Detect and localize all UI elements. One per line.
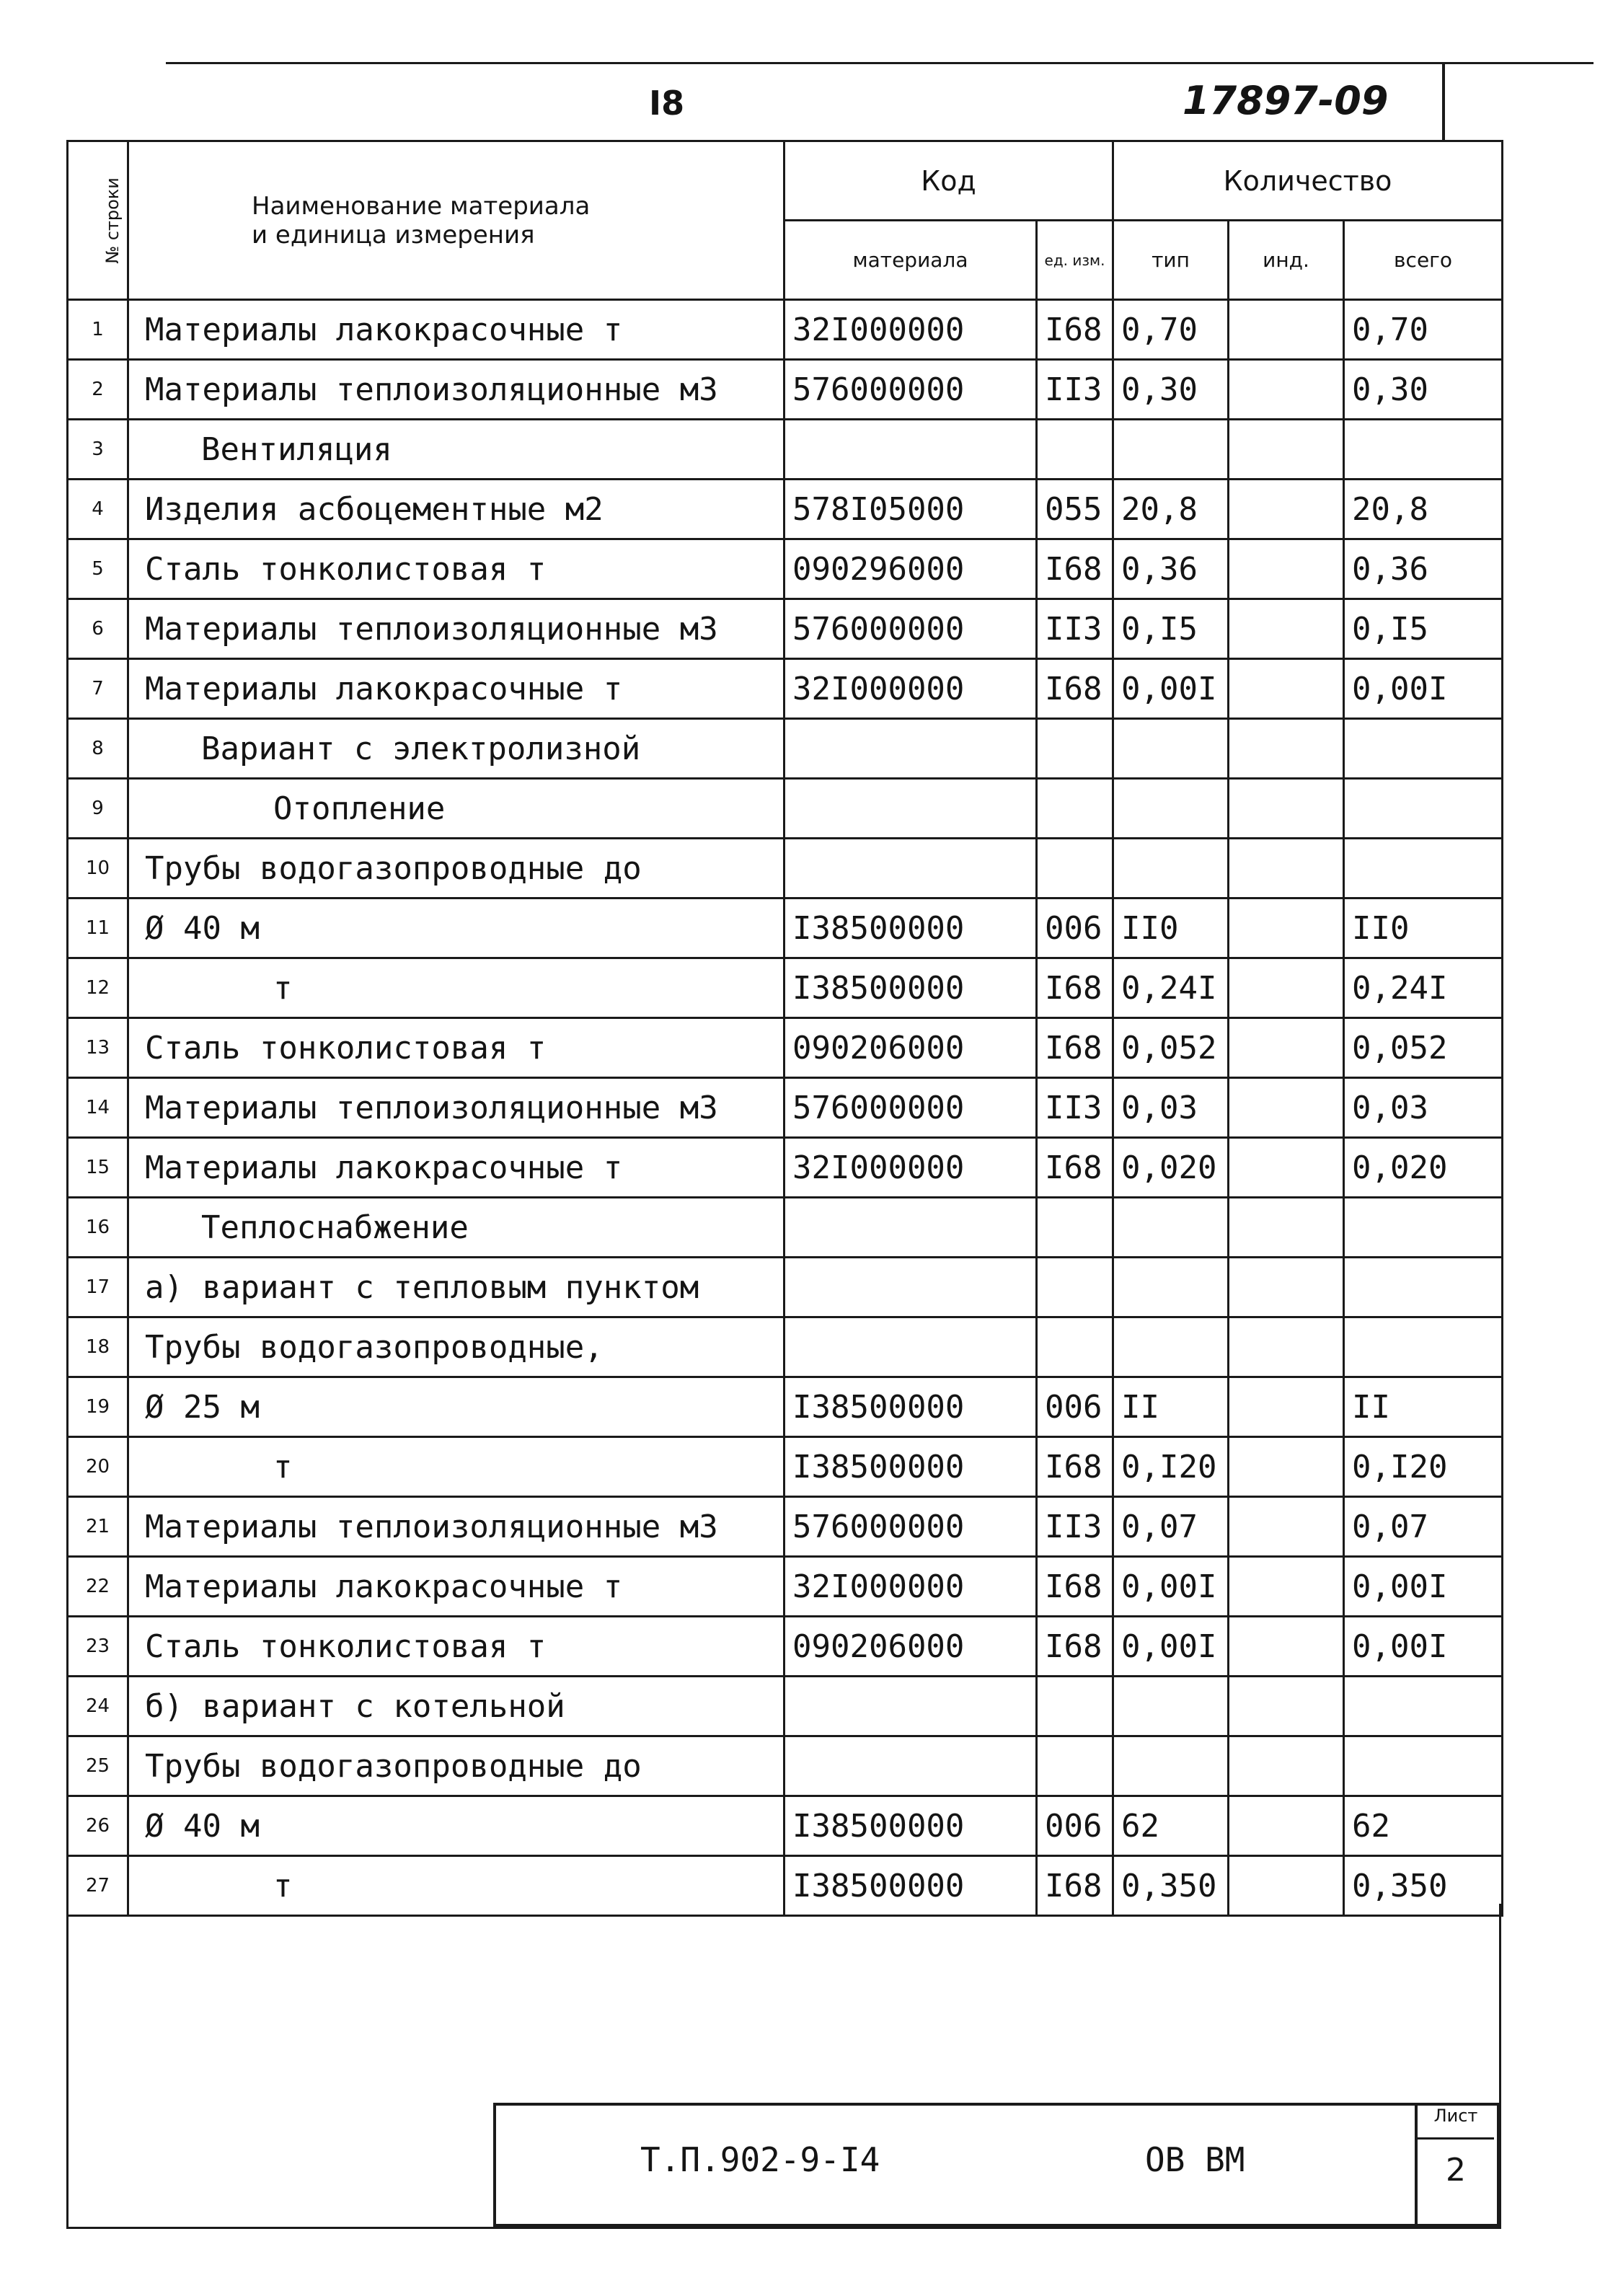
unit-code: II3 <box>1037 1078 1113 1138</box>
qty-total: 0,30 <box>1344 360 1503 420</box>
unit-code: 006 <box>1037 898 1113 958</box>
material-code: I38500000 <box>784 1437 1037 1497</box>
material-code <box>784 1736 1037 1796</box>
qty-type: 0,052 <box>1113 1018 1229 1078</box>
row-number: 9 <box>68 779 128 839</box>
unit-code: I68 <box>1037 1138 1113 1198</box>
table-row <box>68 958 1503 1018</box>
qty-total: 0,03 <box>1344 1078 1503 1138</box>
qty-total: 0,020 <box>1344 1138 1503 1198</box>
sheet-number: 2 <box>1446 2152 1466 2189</box>
material-name: Материалы лакокрасочные т <box>128 1557 784 1617</box>
qty-ind <box>1229 1497 1344 1557</box>
qty-type: 0,I5 <box>1113 599 1229 659</box>
table-row <box>68 719 1503 779</box>
qty-ind <box>1229 1437 1344 1497</box>
qty-type <box>1113 1677 1229 1736</box>
material-name: Изделия асбоцементные м2 <box>128 480 784 539</box>
material-code <box>784 1317 1037 1377</box>
row-number: 10 <box>68 839 128 898</box>
qty-type: 0,30 <box>1113 360 1229 420</box>
unit-code <box>1037 1677 1113 1736</box>
row-number: 8 <box>68 719 128 779</box>
qty-total: 20,8 <box>1344 480 1503 539</box>
material-name: Ø 40 м <box>128 898 784 958</box>
qty-ind <box>1229 1677 1344 1736</box>
document-number: 17897-09 <box>1183 78 1389 123</box>
qty-ind <box>1229 1856 1344 1916</box>
header-qty-total: всего <box>1344 221 1503 300</box>
unit-code <box>1037 779 1113 839</box>
material-code: I38500000 <box>784 898 1037 958</box>
qty-ind <box>1229 1258 1344 1317</box>
material-name: т <box>128 958 784 1018</box>
sheet-label: Лист <box>1418 2106 1494 2140</box>
qty-ind <box>1229 1138 1344 1198</box>
unit-code: I68 <box>1037 1437 1113 1497</box>
qty-total <box>1344 1258 1503 1317</box>
row-number: 16 <box>68 1198 128 1258</box>
material-name: т <box>128 1437 784 1497</box>
qty-total: 0,00I <box>1344 1617 1503 1677</box>
header-qty-type: тип <box>1113 221 1229 300</box>
row-number: 27 <box>68 1856 128 1916</box>
page-number: I8 <box>649 84 685 123</box>
material-code: I38500000 <box>784 1796 1037 1856</box>
qty-ind <box>1229 719 1344 779</box>
material-code <box>784 1258 1037 1317</box>
qty-total: 0,350 <box>1344 1856 1503 1916</box>
qty-ind <box>1229 420 1344 480</box>
qty-total <box>1344 719 1503 779</box>
table-row <box>68 300 1503 360</box>
qty-total: 0,I5 <box>1344 599 1503 659</box>
qty-type: 0,020 <box>1113 1138 1229 1198</box>
qty-total <box>1344 1736 1503 1796</box>
material-code: 090206000 <box>784 1018 1037 1078</box>
qty-type: II <box>1113 1377 1229 1437</box>
qty-ind <box>1229 958 1344 1018</box>
table-row <box>68 1317 1503 1377</box>
qty-type <box>1113 1736 1229 1796</box>
material-name: Материалы теплоизоляционные м3 <box>128 360 784 420</box>
material-code: 578I05000 <box>784 480 1037 539</box>
material-code <box>784 719 1037 779</box>
header-divider <box>1442 62 1445 140</box>
table-row <box>68 420 1503 480</box>
material-name: Сталь тонколистовая т <box>128 1018 784 1078</box>
qty-total: 0,36 <box>1344 539 1503 599</box>
row-number: 26 <box>68 1796 128 1856</box>
material-name: Материалы лакокрасочные т <box>128 1138 784 1198</box>
table-row <box>68 1018 1503 1078</box>
header-name <box>128 141 784 300</box>
unit-code <box>1037 1736 1113 1796</box>
qty-type: 0,I20 <box>1113 1437 1229 1497</box>
material-name: Трубы водогазопроводные до <box>128 1736 784 1796</box>
qty-type: 0,00I <box>1113 659 1229 719</box>
qty-type <box>1113 839 1229 898</box>
table-row <box>68 1617 1503 1677</box>
row-number: 17 <box>68 1258 128 1317</box>
header-row-number: № строки <box>68 141 128 300</box>
qty-total: 0,24I <box>1344 958 1503 1018</box>
qty-total: 0,I20 <box>1344 1437 1503 1497</box>
table-row <box>68 1258 1503 1317</box>
qty-type: 0,07 <box>1113 1497 1229 1557</box>
qty-ind <box>1229 480 1344 539</box>
material-code <box>784 420 1037 480</box>
unit-code: I68 <box>1037 1018 1113 1078</box>
qty-type: II0 <box>1113 898 1229 958</box>
material-code: 576000000 <box>784 1497 1037 1557</box>
row-number: 25 <box>68 1736 128 1796</box>
table-row <box>68 360 1503 420</box>
qty-ind <box>1229 1617 1344 1677</box>
qty-ind <box>1229 1736 1344 1796</box>
qty-ind <box>1229 539 1344 599</box>
material-name: Ø 40 м <box>128 1796 784 1856</box>
material-code: 32I000000 <box>784 1557 1037 1617</box>
row-number: 4 <box>68 480 128 539</box>
row-number: 20 <box>68 1437 128 1497</box>
material-code: I38500000 <box>784 1377 1037 1437</box>
table-row <box>68 1796 1503 1856</box>
qty-type <box>1113 1317 1229 1377</box>
material-name: Сталь тонколистовая т <box>128 1617 784 1677</box>
header-code-material: материала <box>784 221 1037 300</box>
table-row <box>68 1078 1503 1138</box>
qty-total: 0,052 <box>1344 1018 1503 1078</box>
row-number: 5 <box>68 539 128 599</box>
unit-code <box>1037 719 1113 779</box>
row-number: 11 <box>68 898 128 958</box>
row-number: 14 <box>68 1078 128 1138</box>
material-code: 32I000000 <box>784 659 1037 719</box>
qty-ind <box>1229 1796 1344 1856</box>
qty-type <box>1113 1198 1229 1258</box>
qty-type: 0,00I <box>1113 1557 1229 1617</box>
qty-ind <box>1229 779 1344 839</box>
table-row <box>68 1856 1503 1916</box>
material-code <box>784 1198 1037 1258</box>
header-code-unit: ед. изм. <box>1037 221 1113 300</box>
qty-type <box>1113 1258 1229 1317</box>
material-code: 576000000 <box>784 599 1037 659</box>
unit-code: II3 <box>1037 1497 1113 1557</box>
qty-total: 62 <box>1344 1796 1503 1856</box>
unit-code: 055 <box>1037 480 1113 539</box>
material-code: 090296000 <box>784 539 1037 599</box>
material-name: Материалы теплоизоляционные м3 <box>128 1078 784 1138</box>
unit-code: I68 <box>1037 659 1113 719</box>
qty-total <box>1344 779 1503 839</box>
material-name: т <box>128 1856 784 1916</box>
material-name: а) вариант с тепловым пунктом <box>128 1258 784 1317</box>
qty-total: 0,00I <box>1344 1557 1503 1617</box>
material-code: 32I000000 <box>784 1138 1037 1198</box>
unit-code: I68 <box>1037 1617 1113 1677</box>
project-code: Т.П.902-9-І4 <box>640 2140 880 2179</box>
frame-bottom <box>66 2227 1501 2229</box>
qty-ind <box>1229 599 1344 659</box>
table-row <box>68 898 1503 958</box>
material-code <box>784 839 1037 898</box>
material-name: Материалы теплоизоляционные м3 <box>128 1497 784 1557</box>
unit-code <box>1037 1258 1113 1317</box>
table-row <box>68 1437 1503 1497</box>
qty-total <box>1344 1677 1503 1736</box>
title-block <box>493 2103 1500 2227</box>
qty-ind <box>1229 659 1344 719</box>
table-row <box>68 659 1503 719</box>
qty-ind <box>1229 898 1344 958</box>
unit-code: I68 <box>1037 300 1113 360</box>
material-code <box>784 779 1037 839</box>
qty-type: 0,00I <box>1113 1617 1229 1677</box>
material-code <box>784 1677 1037 1736</box>
row-number: 2 <box>68 360 128 420</box>
row-number: 15 <box>68 1138 128 1198</box>
qty-type: 0,350 <box>1113 1856 1229 1916</box>
table-row <box>68 1377 1503 1437</box>
qty-ind <box>1229 1377 1344 1437</box>
table-row <box>68 480 1503 539</box>
top-rule <box>166 62 1594 64</box>
frame-left <box>66 1904 68 2228</box>
qty-type <box>1113 719 1229 779</box>
unit-code: I68 <box>1037 958 1113 1018</box>
row-number: 3 <box>68 420 128 480</box>
table-row <box>68 779 1503 839</box>
qty-ind <box>1229 360 1344 420</box>
unit-code <box>1037 1317 1113 1377</box>
qty-total <box>1344 1317 1503 1377</box>
sheet-cell <box>1415 2106 1497 2224</box>
material-name: б) вариант с котельной <box>128 1677 784 1736</box>
material-name: Материалы теплоизоляционные м3 <box>128 599 784 659</box>
unit-code: I68 <box>1037 1557 1113 1617</box>
qty-total <box>1344 839 1503 898</box>
qty-ind <box>1229 1317 1344 1377</box>
qty-type: 0,03 <box>1113 1078 1229 1138</box>
row-number: 21 <box>68 1497 128 1557</box>
material-code: 576000000 <box>784 1078 1037 1138</box>
qty-total: 0,70 <box>1344 300 1503 360</box>
unit-code: I68 <box>1037 539 1113 599</box>
unit-code: II3 <box>1037 360 1113 420</box>
material-name: Вентиляция <box>128 420 784 480</box>
material-name: Ø 25 м <box>128 1377 784 1437</box>
table-row <box>68 1138 1503 1198</box>
material-name: Сталь тонколистовая т <box>128 539 784 599</box>
material-name: Отопление <box>128 779 784 839</box>
qty-ind <box>1229 1198 1344 1258</box>
header-qty-ind: инд. <box>1229 221 1344 300</box>
table-body <box>68 300 1503 1916</box>
header-name-line1: Наименование материала <box>252 191 591 221</box>
row-number: 12 <box>68 958 128 1018</box>
table-row <box>68 1497 1503 1557</box>
section-mark: ОВ ВМ <box>1145 2140 1245 2179</box>
qty-type: 20,8 <box>1113 480 1229 539</box>
materials-table <box>66 140 1503 1917</box>
material-code: I38500000 <box>784 958 1037 1018</box>
row-number: 19 <box>68 1377 128 1437</box>
unit-code: II3 <box>1037 599 1113 659</box>
qty-total: II0 <box>1344 898 1503 958</box>
qty-type: 0,36 <box>1113 539 1229 599</box>
qty-ind <box>1229 1018 1344 1078</box>
material-name: Трубы водогазопроводные до <box>128 839 784 898</box>
material-name: Материалы лакокрасочные т <box>128 300 784 360</box>
unit-code: I68 <box>1037 1856 1113 1916</box>
qty-ind <box>1229 1557 1344 1617</box>
header-name-line2: и единица измерения <box>252 220 535 250</box>
material-code: I38500000 <box>784 1856 1037 1916</box>
qty-type: 0,24I <box>1113 958 1229 1018</box>
qty-ind <box>1229 1078 1344 1138</box>
unit-code <box>1037 1198 1113 1258</box>
header-quantity: Количество <box>1113 141 1503 221</box>
qty-type: 62 <box>1113 1796 1229 1856</box>
qty-ind <box>1229 300 1344 360</box>
unit-code: 006 <box>1037 1377 1113 1437</box>
material-name: Материалы лакокрасочные т <box>128 659 784 719</box>
qty-total: 0,00I <box>1344 659 1503 719</box>
qty-total: 0,07 <box>1344 1497 1503 1557</box>
qty-type <box>1113 420 1229 480</box>
material-code: 576000000 <box>784 360 1037 420</box>
row-number: 13 <box>68 1018 128 1078</box>
row-number: 6 <box>68 599 128 659</box>
unit-code <box>1037 839 1113 898</box>
row-number: 18 <box>68 1317 128 1377</box>
material-name: Вариант с электролизной <box>128 719 784 779</box>
table-row <box>68 539 1503 599</box>
table-row <box>68 1677 1503 1736</box>
row-number: 24 <box>68 1677 128 1736</box>
table-row <box>68 1736 1503 1796</box>
unit-code: 006 <box>1037 1796 1113 1856</box>
qty-total: II <box>1344 1377 1503 1437</box>
row-number: 7 <box>68 659 128 719</box>
qty-ind <box>1229 839 1344 898</box>
qty-total <box>1344 1198 1503 1258</box>
qty-type <box>1113 779 1229 839</box>
table-row <box>68 599 1503 659</box>
material-name: Теплоснабжение <box>128 1198 784 1258</box>
row-number: 1 <box>68 300 128 360</box>
table-row <box>68 839 1503 898</box>
qty-type: 0,70 <box>1113 300 1229 360</box>
qty-total <box>1344 420 1503 480</box>
table-row <box>68 1557 1503 1617</box>
material-name: Трубы водогазопроводные, <box>128 1317 784 1377</box>
unit-code <box>1037 420 1113 480</box>
material-code: 090206000 <box>784 1617 1037 1677</box>
header-code: Код <box>784 141 1113 221</box>
table-row <box>68 1198 1503 1258</box>
row-number: 23 <box>68 1617 128 1677</box>
row-number: 22 <box>68 1557 128 1617</box>
material-code: 32I000000 <box>784 300 1037 360</box>
